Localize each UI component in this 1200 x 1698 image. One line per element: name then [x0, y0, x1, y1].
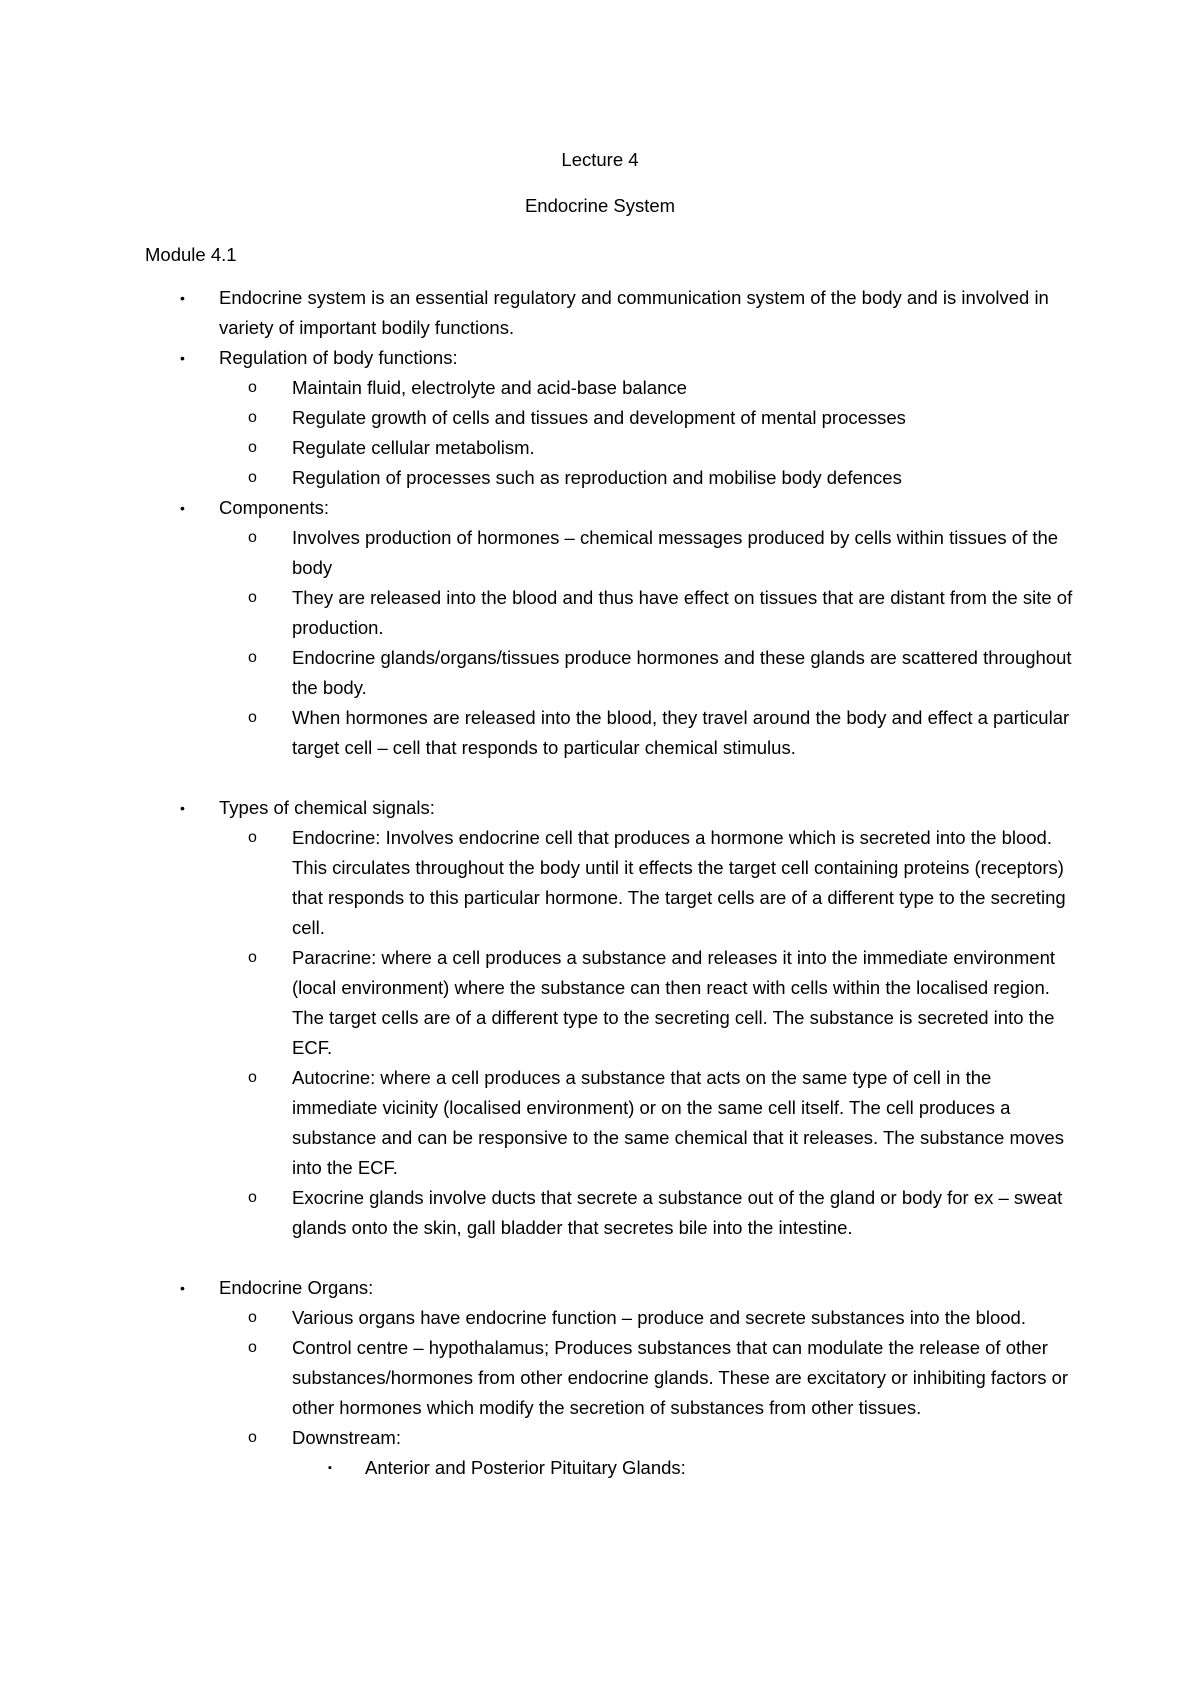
sub-text: Endocrine glands/organs/tissues produce hormones and these glands are scattered throughout the body.	[292, 647, 1072, 698]
sub-item	[145, 403, 1075, 433]
sub-item	[145, 1303, 1075, 1333]
sub-text: Exocrine glands involve ducts that secrete a substance out of the gland or body for ex – sweat glands onto the skin, gall bladder that secretes bile into the intestine.	[292, 1187, 1063, 1238]
sub-text: Paracrine: where a cell produces a substance and releases it into the immediate environment (local environment) where the substance can then react with cells within the localised region. The target cells are of a different type to the secreting cell. The substance is secreted into the ECF.	[292, 947, 1056, 1058]
bullet-marker: •	[180, 500, 185, 516]
bullet-intro	[145, 283, 1075, 343]
bullet-marker: •	[180, 290, 185, 306]
sub-marker: o	[248, 649, 257, 666]
lecture-subtitle: Endocrine System	[524, 195, 676, 216]
sub-marker: o	[248, 1189, 257, 1206]
bullet-marker: •	[180, 800, 185, 816]
module-heading: Module 4.1	[145, 244, 237, 265]
subsub-item	[145, 1453, 1075, 1483]
sub-item	[145, 823, 1075, 943]
sub-text: When hormones are released into the blood, they travel around the body and effect a particular target cell – cell that responds to particular chemical stimulus.	[292, 707, 1070, 758]
bullet-components	[145, 493, 1075, 523]
sub-text: Endocrine: Involves endocrine cell that produces a hormone which is secreted into the blood. This circulates throughout the body until it effects the target cell containing proteins (receptors) that responds to this particular hormone. The target cells are of a different type to the secreting cell.	[292, 827, 1066, 938]
spacer	[145, 763, 1075, 793]
sub-item	[145, 373, 1075, 403]
sub-text: Downstream:	[292, 1427, 401, 1448]
sub-item	[145, 703, 1075, 763]
square-bullet-icon: ▪	[328, 1462, 332, 1474]
bullet-organs	[145, 1273, 1075, 1303]
sub-item	[145, 463, 1075, 493]
bullet-text: Endocrine Organs:	[219, 1277, 374, 1298]
sub-marker: o	[248, 529, 257, 546]
sub-marker: o	[248, 439, 257, 456]
sub-marker: o	[248, 1429, 257, 1446]
bullet-text: Types of chemical signals:	[219, 797, 435, 818]
bullet-marker: •	[180, 1280, 185, 1296]
sub-item	[145, 1183, 1075, 1243]
sub-item	[145, 1423, 1075, 1453]
subsub-text: Anterior and Posterior Pituitary Glands:	[365, 1457, 686, 1478]
sub-marker: o	[248, 829, 257, 846]
bullet-marker: •	[180, 350, 185, 366]
sub-text: Involves production of hormones – chemical messages produced by cells within tissues of the body	[292, 527, 1059, 578]
sub-text: Autocrine: where a cell produces a substance that acts on the same type of cell in the immediate vicinity (localised environment) or on the same cell itself. The cell produces a substance and can be responsive to the same chemical that it releases. The substance moves into the ECF.	[292, 1067, 1064, 1178]
bullet-signals	[145, 793, 1075, 823]
sub-item	[145, 1333, 1075, 1423]
bullet-regulation	[145, 343, 1075, 373]
sub-item	[145, 523, 1075, 583]
sub-item	[145, 433, 1075, 463]
lecture-content	[145, 283, 1075, 1483]
sub-marker: o	[248, 1069, 257, 1086]
sub-marker: o	[248, 709, 257, 726]
bullet-text: Regulation of body functions:	[219, 347, 458, 368]
sub-marker: o	[248, 1309, 257, 1326]
sub-item	[145, 643, 1075, 703]
sub-marker: o	[248, 469, 257, 486]
sub-text: Regulation of processes such as reproduction and mobilise body defences	[292, 467, 902, 488]
sub-text: Control centre – hypothalamus; Produces substances that can modulate the release of other substances/hormones from other endocrine glands. These are excitatory or inhibiting factors or other hormones which modify the secretion of substances from other tissues.	[292, 1337, 1069, 1418]
sub-marker: o	[248, 409, 257, 426]
sub-text: Regulate growth of cells and tissues and development of mental processes	[292, 407, 906, 428]
bullet-text: Components:	[219, 497, 330, 518]
spacer	[145, 1243, 1075, 1273]
sub-text: Various organs have endocrine function – produce and secrete substances into the blood.	[292, 1307, 1026, 1328]
lecture-title: Lecture 4	[561, 149, 639, 170]
sub-text: Maintain fluid, electrolyte and acid-base balance	[292, 377, 687, 398]
sub-item	[145, 583, 1075, 643]
bullet-text: Endocrine system is an essential regulatory and communication system of the body and is involved in variety of important bodily functions.	[219, 287, 1049, 338]
sub-item	[145, 943, 1075, 1063]
sub-marker: o	[248, 949, 257, 966]
sub-item	[145, 1063, 1075, 1183]
sub-marker: o	[248, 1339, 257, 1356]
sub-marker: o	[248, 589, 257, 606]
sub-text: Regulate cellular metabolism.	[292, 437, 535, 458]
sub-text: They are released into the blood and thus have effect on tissues that are distant from the site of production.	[292, 587, 1073, 638]
sub-marker: o	[248, 379, 257, 396]
